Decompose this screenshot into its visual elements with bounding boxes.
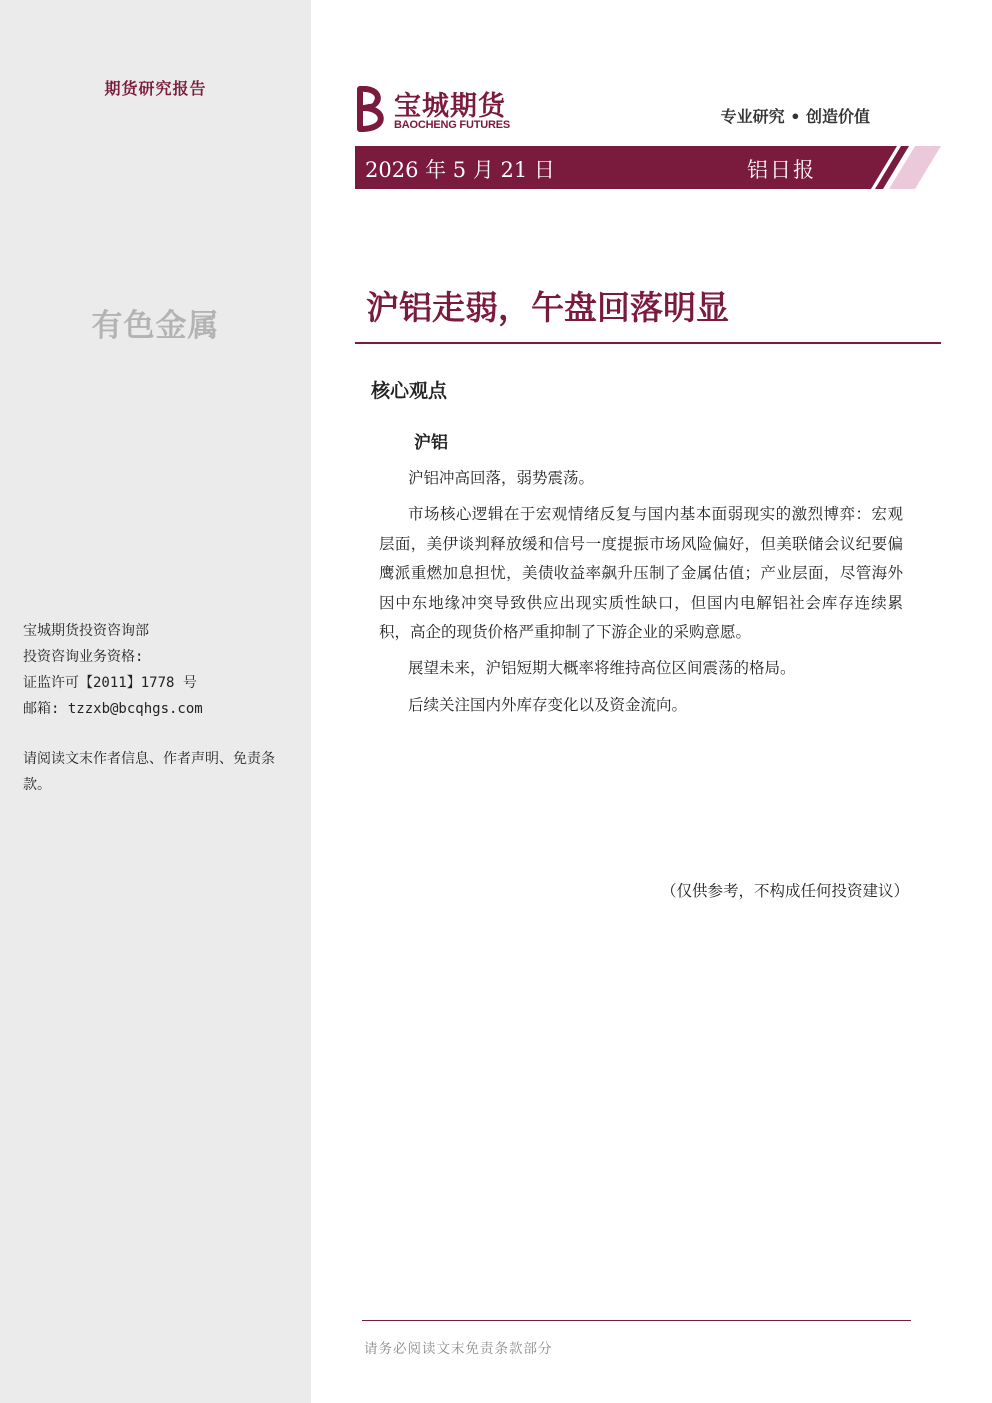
sub-heading: 沪铝 — [414, 433, 448, 453]
sidebar — [0, 0, 311, 1403]
report-type-label: 期货研究报告 — [104, 79, 207, 98]
section-heading: 核心观点 — [371, 380, 448, 402]
qualification-text: 投资咨询业务资格: — [23, 649, 144, 665]
logo-english-name: BAOCHENG FUTURES — [394, 119, 510, 131]
footer-note: 请务必阅读文末免责条款部分 — [364, 1341, 553, 1357]
logo-chinese-name: 宝城期货 — [394, 91, 506, 122]
date-banner — [355, 146, 941, 189]
slogan: 专业研究 • 创造价值 — [720, 107, 870, 126]
paragraph: 沪铝冲高回落，弱势震荡。 — [408, 469, 595, 487]
report-date: 2026 年 5 月 21 日 — [365, 158, 555, 182]
disclaimer-text: （仅供参考，不构成任何投资建议） — [660, 882, 909, 900]
company-logo — [356, 84, 526, 134]
footer-divider — [362, 1320, 911, 1321]
license-text: 证监许可【2011】1778 号 — [23, 675, 197, 691]
paragraph: 市场核心逻辑在于宏观情绪反复与国内基本面弱现实的激烈博弈：宏观层面，美伊谈判释放缓和信号一度提振市场风险偏好，但美联储会议纪要偏鹰派重燃加息担忧，美债收益率飙升压制了金属估值；产业层面，尽管海外因中东地缘冲突导致供应出现实质性缺口，但国内电解铝社会库存连续累积，高企的现货价格严重抑制了下游企业的采购意愿。 — [379, 505, 903, 642]
read-disclaimer-note: 请阅读文末作者信息、作者声明、免责条款。 — [23, 751, 275, 793]
logo-b-icon — [356, 86, 390, 132]
paragraph: 后续关注国内外库存变化以及资金流向。 — [408, 695, 688, 714]
email-text: 邮箱: tzzxb@bcqhgs.com — [23, 701, 203, 717]
department-text: 宝城期货投资咨询部 — [23, 623, 149, 639]
page-title: 沪铝走弱，午盘回落明显 — [366, 288, 729, 327]
article-body — [379, 464, 903, 727]
report-type: 铝日报 — [747, 158, 816, 182]
paragraph: 展望未来，沪铝短期大概率将维持高位区间震荡的格局。 — [408, 659, 796, 678]
contact-info — [23, 618, 203, 722]
category-label: 有色金属 — [91, 308, 220, 344]
title-divider — [355, 342, 941, 344]
